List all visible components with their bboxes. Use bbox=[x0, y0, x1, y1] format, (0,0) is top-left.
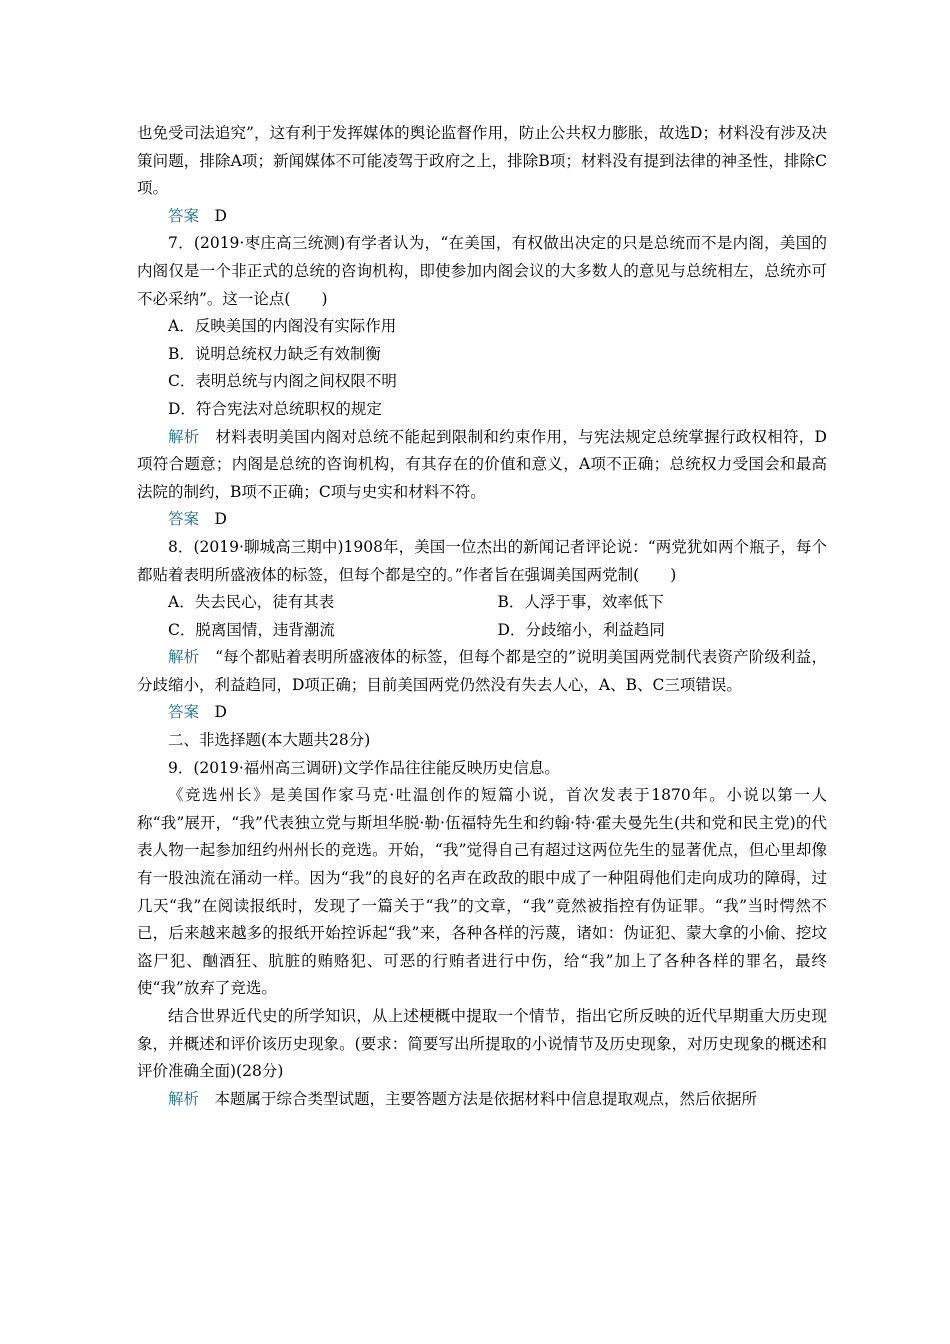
analysis-text: “每个都贴着表明所盛液体的标签，但每个都是空的”说明美国两党制代表资产阶级利益，分歧缩小，利益趋同，D项正确；目前美国两党仍然没有失去人心，A、B、C三项错误。 bbox=[137, 648, 827, 694]
answer-value: D bbox=[214, 206, 227, 225]
q8-answer bbox=[137, 699, 827, 727]
q7-option-c: C．表明总统与内阁之间权限不明 bbox=[168, 372, 397, 391]
q9-stem: 9．(2019·福州高三调研)文学作品往往能反映历史信息。 bbox=[168, 758, 560, 777]
q8-option-b: B．人浮于事，效率低下 bbox=[497, 593, 664, 612]
q9-material: 《竞选州长》是美国作家马克·吐温创作的短篇小说，首次发表于1870年。小说以第一人称“我”展开，“我”代表独立党与斯坦华脱·勒·伍福特先生和约翰·特·霍夫曼先生(共和党和民主党)的代表人物一起参加纽约州州长的竞选。开始，“我”觉得自己有超过这两位先生的显著优点，但心里却像有一股浊流在涌动一样。因为“我”的良好的名声在政敌的眼中成了一种阻碍他们走向成功的障碍，过几天“我”在阅读报纸时，发现了一篇关于“我”的文章，“我”竟然被指控有伪证罪。“我”当时愕然不已，后来越来越多的报纸开始控诉起“我”来，各种各样的污蔑，诸如：伪证犯、蒙大拿的小偷、挖坟盗尸犯、酗酒狂、肮脏的贿赂犯、可恶的行贿者进行中伤，给“我”加上了各种各样的罪名，最终使“我”放弃了竞选。 bbox=[137, 786, 827, 998]
answer-value: D bbox=[214, 510, 227, 529]
q8-option-a: A．失去民心，徒有其表 bbox=[168, 593, 335, 612]
analysis-text: 材料表明美国内阁对总统不能起到限制和约束作用，与宪法规定总统掌握行政权相符，D项符合题意；内阁是总统的咨询机构，有其存在的价值和意义，A项不正确；总统权力受国会和最高法院的制约，B项不正确；C项与史实和材料不符。 bbox=[137, 427, 827, 501]
q7-stem: 7．(2019·枣庄高三统测)有学者认为，“在美国，有权做出决定的只是总统而不是内阁，美国的内阁仅是一个非正式的总统的咨询机构，即使参加内阁会议的大多数人的意见与总统相左，总统亦可不必采纳”。这一论点( ) bbox=[137, 234, 827, 308]
q9-task: 结合世界近代史的所学知识，从上述梗概中提取一个情节，指出它所反映的近代早期重大历史现象，并概述和评价该历史现象。(要求：简要写出所提取的小说情节及历史现象，对历史现象的概述和评价准确全面)(28分) bbox=[137, 1007, 827, 1081]
q9-analysis bbox=[137, 1086, 827, 1114]
q8-options-row-2 bbox=[137, 617, 827, 645]
document-page bbox=[137, 120, 827, 1113]
q7-option-d: D．符合宪法对总统职权的规定 bbox=[168, 399, 382, 418]
intro-analysis-tail: 也免受司法追究”，这有利于发挥媒体的舆论监督作用，防止公共权力膨胀，故选D；材料没有涉及决策问题，排除A项；新闻媒体不可能凌驾于政府之上，排除B项；材料没有提到法律的神圣性，排除C项。 bbox=[137, 124, 827, 198]
q7-option-b: B．说明总统权力缺乏有效制衡 bbox=[168, 344, 381, 363]
intro-answer bbox=[137, 203, 827, 231]
answer-label: 答案 bbox=[168, 206, 200, 225]
section-heading: 二、非选择题(本大题共28分) bbox=[168, 731, 371, 750]
q8-option-d: D．分歧缩小，利益趋同 bbox=[497, 620, 665, 639]
q7-analysis bbox=[137, 424, 827, 507]
analysis-label: 解析 bbox=[168, 648, 200, 667]
analysis-label: 解析 bbox=[168, 427, 200, 446]
analysis-label: 解析 bbox=[168, 1089, 200, 1108]
analysis-text: 本题属于综合类型试题，主要答题方法是依据材料中信息提取观点，然后依据所 bbox=[214, 1089, 758, 1108]
answer-label: 答案 bbox=[168, 703, 200, 722]
q8-options-row-1 bbox=[137, 589, 827, 617]
answer-value: D bbox=[214, 703, 227, 722]
q8-analysis bbox=[137, 644, 827, 699]
q7-answer bbox=[137, 506, 827, 534]
q7-option-a: A．反映美国的内阁没有实际作用 bbox=[168, 317, 397, 336]
q8-option-c: C．脱离国情，违背潮流 bbox=[168, 620, 335, 639]
answer-label: 答案 bbox=[168, 510, 200, 529]
q8-stem: 8．(2019·聊城高三期中)1908年，美国一位杰出的新闻记者评论说：“两党犹如两个瓶子，每个都贴着表明所盛液体的标签，但每个都是空的。”作者旨在强调美国两党制( ) bbox=[137, 537, 827, 584]
